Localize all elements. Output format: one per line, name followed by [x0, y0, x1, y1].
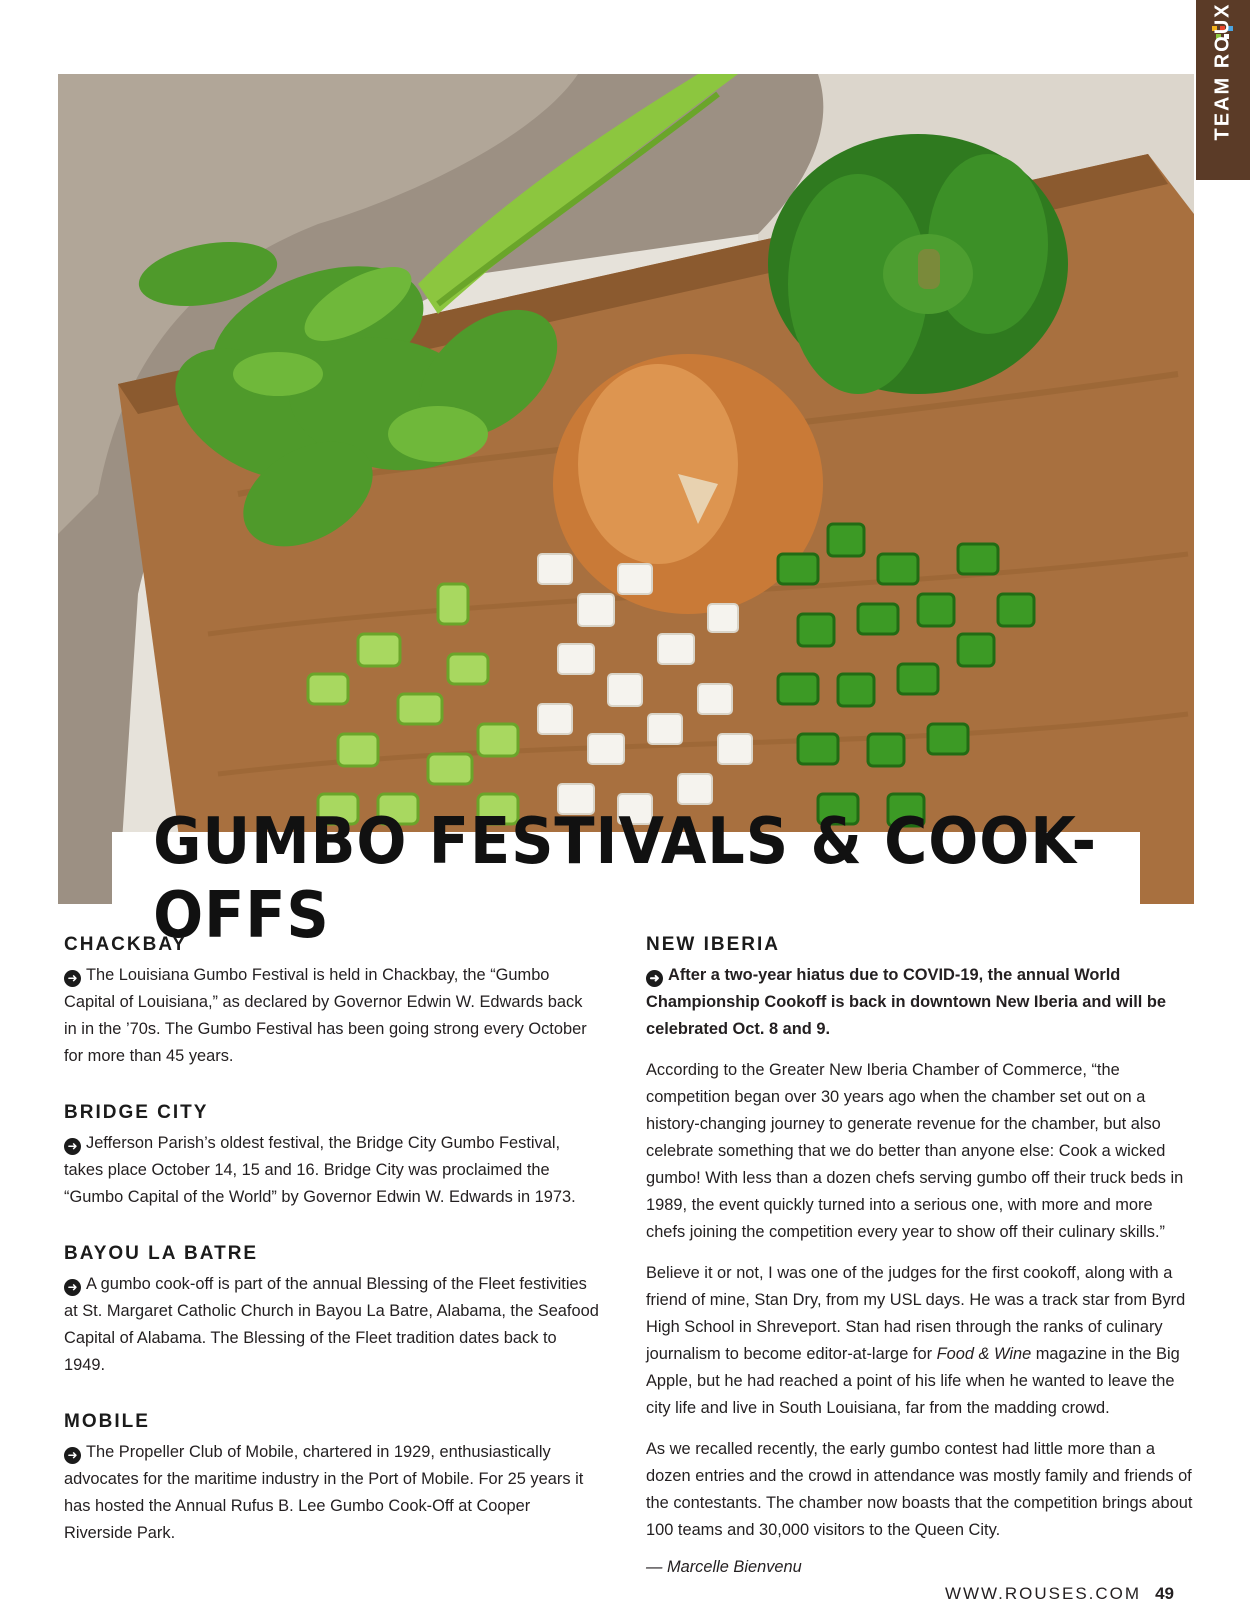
- section-mobile: [64, 1411, 599, 1547]
- vegetables-illustration: [58, 74, 1194, 904]
- section-body: [64, 962, 599, 1070]
- magazine-title: Food & Wine: [936, 1345, 1032, 1363]
- website-url: WWW.ROUSES.COM: [944, 1584, 1142, 1603]
- lead-text: After a two-year hiatus due to COVID-19, the annual World Championship Cookoff is back in downtown New Iberia and will be celebrated Oct. 8 and 9.: [646, 966, 1166, 1038]
- arrow-right-icon: ➜: [646, 970, 663, 987]
- section-bayou-la-batre: [64, 1243, 599, 1379]
- section-body: [64, 1130, 599, 1211]
- author-byline: — Marcelle Bienvenu: [646, 1558, 802, 1576]
- section-tab: [1196, 0, 1250, 180]
- arrow-right-icon: ➜: [64, 970, 81, 987]
- section-tab-label: TEAM ROUX: [1211, 2, 1234, 141]
- right-column: [646, 934, 1194, 1577]
- section-heading: MOBILE: [64, 1411, 150, 1432]
- section-text: The Louisiana Gumbo Festival is held in Chackbay, the “Gumbo Capital of Louisiana,” as declared by Governor Edwin W. Edwards back in in the ’70s. The Gumbo Festival has been going strong every October for more than 45 years.: [64, 966, 587, 1065]
- section-heading: CHACKBAY: [64, 934, 187, 955]
- page-number: 49: [1155, 1584, 1174, 1603]
- section-heading: NEW IBERIA: [646, 934, 780, 955]
- lead-paragraph: [646, 962, 1194, 1043]
- section-bridge-city: [64, 1102, 599, 1211]
- section-chackbay: [64, 934, 599, 1070]
- arrow-right-icon: ➜: [64, 1447, 81, 1464]
- section-heading: BAYOU LA BATRE: [64, 1243, 259, 1264]
- body-paragraph: [646, 1260, 1194, 1422]
- page-footer: [945, 1584, 1174, 1604]
- body-text: magazine in the Big Apple, but he had reached a point of his life when he wanted to leave the city life and live in South Louisiana, far from the madding crowd.: [646, 1345, 1180, 1417]
- arrow-right-icon: ➜: [64, 1279, 81, 1296]
- body-text: Believe it or not, I was one of the judges for the first cookoff, along with a friend of mine, Stan Dry, from my USL days. He was a track star from Byrd High School in Shreveport. Stan had risen through the ranks of culinary journalism to become editor-at-large for: [646, 1264, 1186, 1363]
- section-heading: BRIDGE CITY: [64, 1102, 209, 1123]
- section-body: [64, 1439, 599, 1547]
- section-body: [64, 1271, 599, 1379]
- section-text: The Propeller Club of Mobile, chartered in 1929, enthusiastically advocates for the maritime industry in the Port of Mobile. For 25 years it has hosted the Annual Rufus B. Lee Gumbo Cook-Off at Cooper Riverside Park.: [64, 1443, 584, 1542]
- page-title: GUMBO FESTIVALS & COOK-OFFS: [153, 805, 1098, 953]
- hero-photo: [58, 74, 1194, 904]
- body-paragraph: According to the Greater New Iberia Chamber of Commerce, “the competition began over 30 years ago when the chamber set out on a history-changing journey to generate revenue for the chamber, but also celebrate something that we do better than anyone else: Cook a wicked gumbo! With less than a dozen chefs serving gumbo off their truck beds in 1989, the event quickly turned into a serious one, with more and more chefs joining the competition every year to show off their culinary skills.”: [646, 1061, 1184, 1241]
- arrow-right-icon: ➜: [64, 1138, 81, 1155]
- body-paragraph: As we recalled recently, the early gumbo contest had little more than a dozen entries and the crowd in attendance was mostly family and friends of the contestants. The chamber now boasts that the competition brings about 100 teams and 30,000 visitors to the Queen City.: [646, 1440, 1193, 1539]
- section-text: Jefferson Parish’s oldest festival, the Bridge City Gumbo Festival, takes place October 14, 15 and 16. Bridge City was proclaimed the “Gumbo Capital of the World” by Governor Edwin W. Edwards in 1973.: [64, 1134, 576, 1206]
- left-column: [64, 934, 599, 1579]
- section-text: A gumbo cook-off is part of the annual Blessing of the Fleet festivities at St. Margaret Catholic Church in Bayou La Batre, Alabama, the Seafood Capital of Alabama. The Blessing of the Fleet tradition dates back to 1949.: [64, 1275, 599, 1374]
